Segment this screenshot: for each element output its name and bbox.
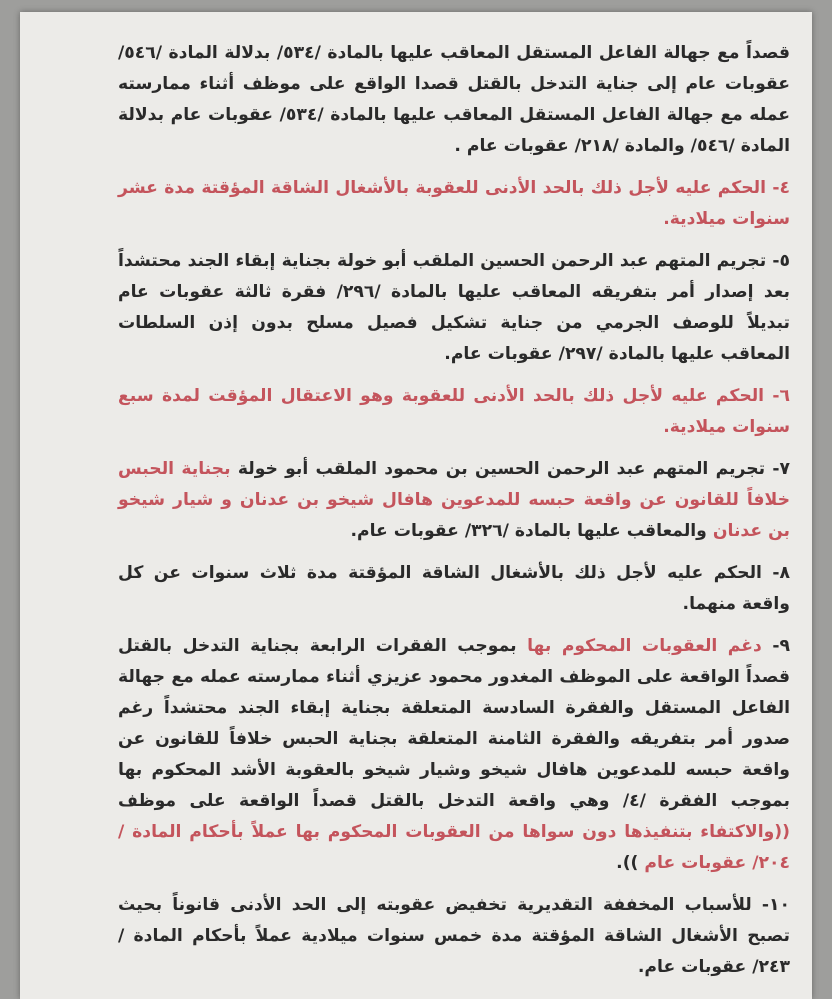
text-segment: والمعاقب عليها بالمادة /٣٢٦/ عقوبات عام. <box>350 521 713 541</box>
text-segment: )). <box>616 853 645 873</box>
paragraph-7 <box>118 454 790 547</box>
paragraph-10 <box>118 890 790 983</box>
text-segment: ٩- <box>761 636 790 656</box>
text-segment: قصداً مع جهالة الفاعل المستقل المعاقب عليها بالمادة /٥٣٤/ بدلالة المادة /٥٤٦/ عقوبات عام إلى جناية التدخل بالقتل قصدا الواقع على موظف أثناء ممارسته عمله مع جهالة الفاعل المستقل المعاقب عليها بالمادة /٥٣٤/ عقوبات عام بدلالة المادة /٥٤٦/ والمادة /٢١٨/ عقوبات عام . <box>118 43 790 156</box>
text-segment: ١٠- للأسباب المخففة التقديرية تخفيض عقوبته إلى الحد الأدنى قانوناً بحيث تصبح الأشغال الشاقة المؤقتة مدة خمس سنوات ميلادية عملاً بأحكام المادة /٢٤٣/ عقوبات عام. <box>118 895 790 977</box>
text-segment: ٧- تجريم المتهم عبد الرحمن الحسين بن محمود الملقب أبو خولة <box>230 459 791 479</box>
paragraph-8 <box>118 558 790 620</box>
document-page <box>20 12 812 999</box>
document-body <box>118 38 790 994</box>
paragraph-4 <box>118 173 790 235</box>
highlighted-text-segment: دغم العقوبات المحكوم بها <box>527 636 762 656</box>
highlighted-text-segment: بجناية الحبس خلافاً للقانون عن واقعة حبسه للمدعوين هافال شيخو بن عدنان و شيار شيخو بن عدنان <box>118 459 790 541</box>
text-segment: بموجب الفقرات الرابعة بجناية التدخل بالقتل قصداً الواقعة على الموظف المغدور محمود عزيزي أثناء ممارسته عمله مع جهالة الفاعل المستقل والفقرة السادسة المتعلقة بجناية إبقاء الجند محتشداً رغم صدور أمر بتفريقه والفقرة الثامنة المتعلقة بجناية الحبس خلافاً للقانون عن واقعة حبسه للمدعوين هافال شيخو وشيار شيخو بالعقوبة الأشد المحكوم بها بموجب الفقرة /٤/ وهي واقعة التدخل بالقتل قصداً الواقعة على موظف <box>118 636 790 811</box>
paragraph-5 <box>118 246 790 370</box>
highlighted-text-segment: ((والاكتفاء بتنفيذها دون سواها من العقوبات المحكوم بها عملاً بأحكام المادة /٢٠٤/ عقوبات عام <box>118 822 790 873</box>
paragraph-9 <box>118 631 790 879</box>
text-segment: ٤- الحكم عليه لأجل ذلك بالحد الأدنى للعقوبة بالأشغال الشاقة المؤقتة مدة عشر سنوات ميلادية. <box>118 178 790 229</box>
text-segment: ٨- الحكم عليه لأجل ذلك بالأشغال الشاقة المؤقتة مدة ثلاث سنوات عن كل واقعة منهما. <box>118 563 790 614</box>
text-segment: ٥- تجريم المتهم عبد الرحمن الحسين الملقب أبو خولة بجناية إبقاء الجند محتشداً بعد إصدار أمر بتفريقه المعاقب عليها بالمادة /٢٩٦/ فقرة ثالثة عقوبات عام تبديلاً للوصف الجرمي من جناية تشكيل فصيل مسلح بدون إذن السلطات المعاقب عليها بالمادة /٢٩٧/ عقوبات عام. <box>118 251 790 364</box>
paragraph-3-continuation <box>118 38 790 162</box>
text-segment: ٦- الحكم عليه لأجل ذلك بالحد الأدنى للعقوبة وهو الاعتقال المؤقت لمدة سبع سنوات ميلادية. <box>118 386 790 437</box>
paragraph-6 <box>118 381 790 443</box>
